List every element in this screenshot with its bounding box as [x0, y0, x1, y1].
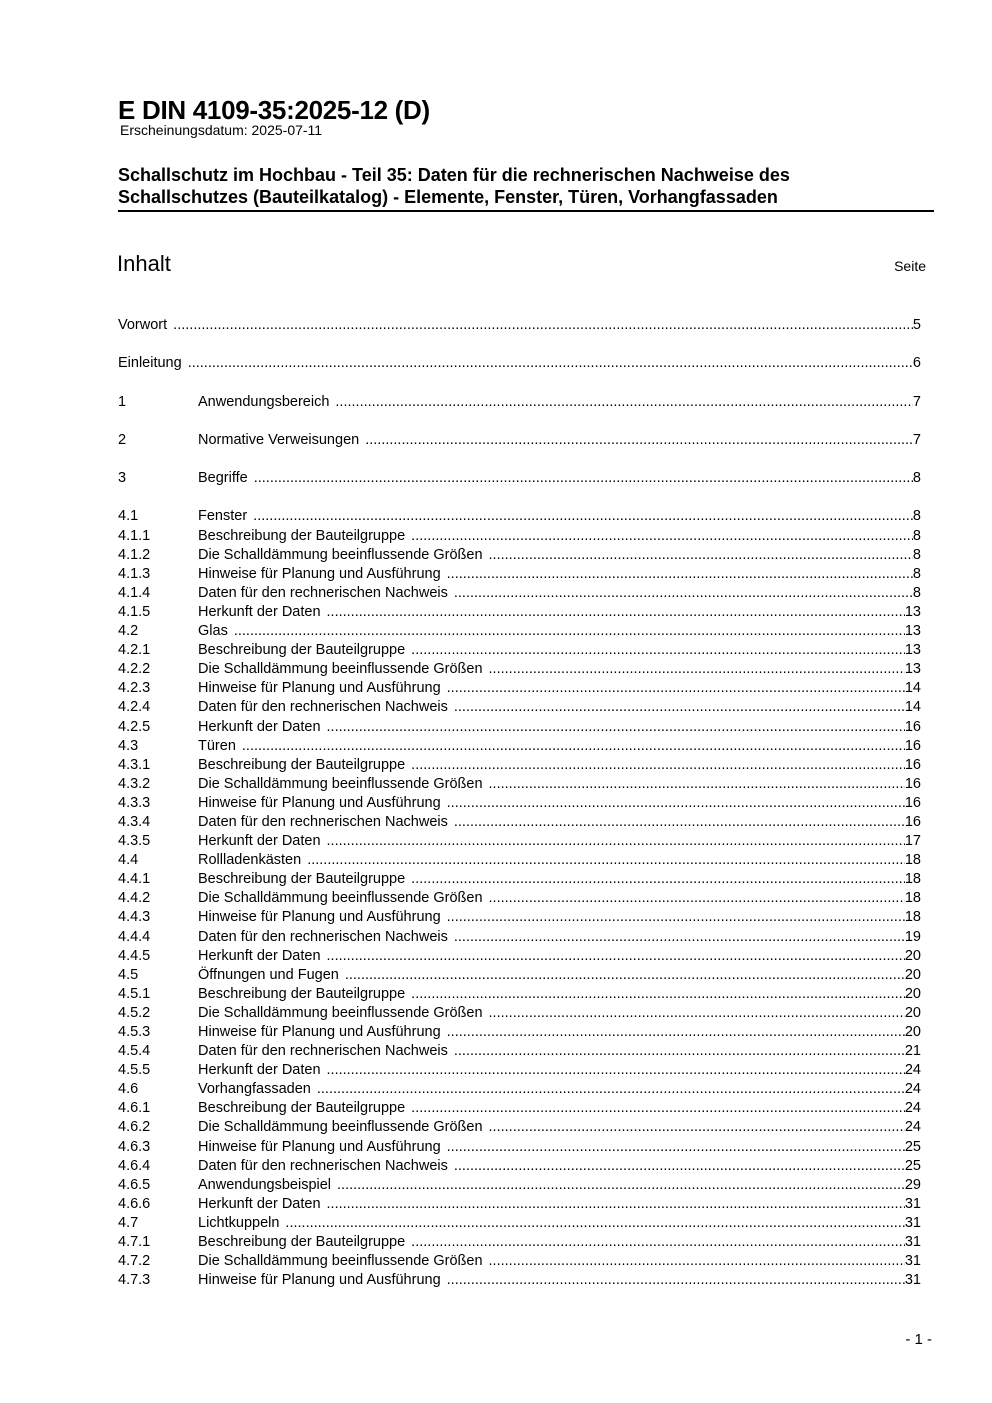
toc-entry[interactable] — [118, 775, 921, 794]
toc-dot-leader — [447, 1271, 905, 1290]
toc-entry-title: Öffnungen und Fugen — [198, 966, 339, 983]
toc-entry-body — [198, 794, 921, 813]
toc-entry[interactable] — [118, 565, 921, 584]
toc-dot-leader — [411, 641, 905, 660]
toc-dot-leader — [365, 431, 913, 450]
toc-entry-number: 4.4.4 — [118, 928, 151, 945]
toc-entry-title: Einleitung — [118, 355, 182, 372]
toc-entry-number: 4.6.6 — [118, 1195, 151, 1212]
toc-dot-leader — [454, 1042, 905, 1061]
toc-entry-title: Beschreibung der Bauteilgruppe — [198, 985, 406, 1002]
toc-entry-body — [198, 1252, 921, 1271]
toc-entry-page: 31 — [904, 1234, 921, 1251]
toc-entry-page: 18 — [904, 852, 921, 869]
toc-entry[interactable] — [118, 316, 921, 354]
toc-entry-number: 4.2.3 — [118, 680, 151, 697]
document-title-line-1: Schallschutz im Hochbau - Teil 35: Daten für die rechnerischen Nachweise des — [118, 165, 790, 185]
toc-entry-body — [198, 507, 921, 526]
toc-entry-body — [198, 679, 921, 698]
toc-entry-title: Die Schalldämmung beeinflussende Größen — [198, 1119, 483, 1136]
toc-entry-number: 4.4.1 — [118, 871, 151, 888]
toc-entry-page: 25 — [904, 1157, 921, 1174]
toc-dot-leader — [173, 316, 913, 335]
toc-entry-body — [198, 966, 921, 985]
toc-dot-leader — [327, 603, 905, 622]
toc-entry[interactable] — [118, 870, 921, 889]
toc-entry-page: 13 — [904, 642, 921, 659]
toc-dot-leader — [411, 527, 913, 546]
toc-entry-title: Normative Verweisungen — [198, 431, 360, 448]
toc-entry-page: 16 — [904, 718, 921, 735]
toc-entry-body — [198, 947, 921, 966]
toc-entry-page: 16 — [904, 813, 921, 830]
toc-entry-page: 31 — [904, 1272, 921, 1289]
toc-entry-title: Daten für den rechnerischen Nachweis — [198, 928, 448, 945]
toc-entry[interactable] — [118, 794, 921, 813]
toc-entry-number: 4.5 — [118, 966, 139, 983]
toc-entry-body — [198, 1023, 921, 1042]
toc-entry-title: Beschreibung der Bauteilgruppe — [198, 871, 406, 888]
toc-entry-title: Die Schalldämmung beeinflussende Größen — [198, 546, 483, 563]
toc-entry-body — [198, 660, 921, 679]
toc-entry-title: Die Schalldämmung beeinflussende Größen — [198, 775, 483, 792]
toc-entry-page: 31 — [904, 1195, 921, 1212]
toc-entry-body — [198, 469, 921, 488]
toc-entry-number: 4.6 — [118, 1081, 139, 1098]
toc-entry-body — [198, 1004, 921, 1023]
title-divider — [118, 210, 934, 212]
toc-entry[interactable] — [118, 889, 921, 908]
toc-entry[interactable] — [118, 1271, 921, 1290]
toc-entry-title: Beschreibung der Bauteilgruppe — [198, 642, 406, 659]
publication-date: Erscheinungsdatum: 2025-07-11 — [120, 122, 323, 138]
toc-entry-page: 19 — [904, 928, 921, 945]
toc-entry-number: 4.4.3 — [118, 909, 151, 926]
toc-entry-body — [198, 1214, 921, 1233]
toc-entry-body — [198, 775, 921, 794]
toc-dot-leader — [454, 813, 905, 832]
toc-entry-title: Beschreibung der Bauteilgruppe — [198, 756, 406, 773]
toc-entry-page: 24 — [904, 1119, 921, 1136]
toc-entry[interactable] — [118, 1157, 921, 1176]
toc-entry-body — [198, 584, 921, 603]
document-number: E DIN 4109-35:2025-12 (D) — [118, 95, 430, 125]
toc-entry-number: 4.3.5 — [118, 833, 151, 850]
toc-entry[interactable] — [118, 1118, 921, 1137]
toc-entry-body — [198, 431, 921, 450]
toc-dot-leader — [489, 546, 913, 565]
toc-dot-leader — [335, 393, 913, 412]
toc-entry-number: 4.1.2 — [118, 546, 151, 563]
toc-entry-title: Begriffe — [198, 470, 248, 487]
toc-entry[interactable] — [118, 603, 921, 622]
toc-dot-leader — [447, 908, 905, 927]
toc-entry[interactable] — [118, 469, 921, 507]
toc-entry-title: Daten für den rechnerischen Nachweis — [198, 584, 448, 601]
toc-entry-number: 4.6.3 — [118, 1138, 151, 1155]
toc-entry-title: Beschreibung der Bauteilgruppe — [198, 527, 406, 544]
toc-entry-page: 24 — [904, 1100, 921, 1117]
toc-entry-page: 6 — [912, 355, 921, 372]
toc-entry-body — [198, 1157, 921, 1176]
toc-entry[interactable] — [118, 698, 921, 717]
toc-entry-body — [198, 527, 921, 546]
toc-dot-leader — [489, 889, 905, 908]
toc-entry-title: Herkunft der Daten — [198, 1195, 321, 1212]
toc-dot-leader — [489, 1118, 905, 1137]
toc-entry-body — [198, 1271, 921, 1290]
toc-entry-number: 4.3.2 — [118, 775, 151, 792]
toc-entry-number: 4.4 — [118, 852, 139, 869]
toc-dot-leader — [345, 966, 905, 985]
toc-entry[interactable] — [118, 584, 921, 603]
toc-entry-body — [198, 1099, 921, 1118]
toc-entry-number: 4.6.4 — [118, 1157, 151, 1174]
toc-entry-number: 4.1 — [118, 508, 139, 525]
toc-entry-number: 4.4.5 — [118, 947, 151, 964]
toc-entry-number: 4.5.3 — [118, 1024, 151, 1041]
toc-entry-body — [198, 546, 921, 565]
toc-entry-page: 16 — [904, 794, 921, 811]
toc-entry-number: 1 — [118, 393, 127, 410]
toc-entry-page: 18 — [904, 890, 921, 907]
toc-entry-number: 4.3 — [118, 737, 139, 754]
toc-entry[interactable] — [118, 1138, 921, 1157]
toc-entry-page: 5 — [912, 317, 921, 333]
toc-dot-leader — [317, 1080, 905, 1099]
toc-entry[interactable] — [118, 660, 921, 679]
toc-entry-body — [198, 718, 921, 737]
toc-entry-title: Daten für den rechnerischen Nachweis — [198, 1157, 448, 1174]
toc-entry[interactable] — [118, 947, 921, 966]
toc-entry-number: 4.7.2 — [118, 1253, 151, 1270]
toc-entry-title: Vorhangfassaden — [198, 1081, 311, 1098]
toc-dot-leader — [489, 775, 905, 794]
toc-dot-leader — [447, 794, 905, 813]
toc-dot-leader — [454, 584, 913, 603]
toc-entry-page: 16 — [904, 756, 921, 773]
toc-dot-leader — [242, 737, 905, 756]
document-title — [118, 164, 934, 208]
toc-entry-body — [198, 908, 921, 927]
toc-entry-page: 21 — [904, 1043, 921, 1060]
toc-entry-body — [198, 1138, 921, 1157]
toc-entry-number: 2 — [118, 431, 127, 448]
toc-entry[interactable] — [118, 718, 921, 737]
toc-entry-title: Hinweise für Planung und Ausführung — [198, 680, 441, 697]
toc-entry-page: 29 — [904, 1176, 921, 1193]
toc-entry[interactable] — [118, 1252, 921, 1271]
toc-entry[interactable] — [118, 966, 921, 985]
toc-entry-number: 4.7.3 — [118, 1272, 151, 1289]
toc-entry-page: 20 — [904, 1004, 921, 1021]
toc-entry[interactable] — [118, 507, 921, 526]
toc-entry-body — [198, 1233, 921, 1252]
toc-entry-page: 13 — [904, 661, 921, 678]
toc-entry-number: 4.1.1 — [118, 527, 151, 544]
toc-entry-page: 16 — [904, 737, 921, 754]
toc-entry-page: 8 — [912, 470, 921, 487]
toc-entry[interactable] — [118, 832, 921, 851]
toc-entry-number: 4.6.2 — [118, 1119, 151, 1136]
toc-dot-leader — [411, 756, 905, 775]
toc-dot-leader — [447, 679, 905, 698]
toc-entry-page: 8 — [912, 546, 921, 563]
toc-entry-number: 4.2 — [118, 623, 139, 640]
toc-entry-number: 4.7 — [118, 1214, 139, 1231]
toc-dot-leader — [489, 1004, 905, 1023]
toc-entry-number: 3 — [118, 470, 127, 487]
toc-dot-leader — [253, 507, 913, 526]
toc-dot-leader — [327, 718, 905, 737]
toc-entry-number: 4.2.5 — [118, 718, 151, 735]
toc-entry-page: 17 — [904, 833, 921, 850]
toc-entry-page: 24 — [904, 1062, 921, 1079]
toc-dot-leader — [454, 928, 905, 947]
toc-dot-leader — [447, 565, 913, 584]
toc-entry-body — [198, 889, 921, 908]
toc-dot-leader — [307, 851, 905, 870]
toc-entry[interactable] — [118, 1195, 921, 1214]
toc-entry[interactable] — [118, 1023, 921, 1042]
toc-entry-body — [198, 985, 921, 1004]
toc-entry-title: Die Schalldämmung beeinflussende Größen — [198, 890, 483, 907]
toc-entry-page: 18 — [904, 871, 921, 888]
toc-entry-page: 20 — [904, 947, 921, 964]
toc-entry-number: 4.2.1 — [118, 642, 151, 659]
toc-entry-title: Anwendungsbereich — [198, 393, 330, 410]
toc-entry[interactable] — [118, 393, 921, 431]
toc-entry-body — [198, 641, 921, 660]
toc-entry[interactable] — [118, 431, 921, 469]
toc-entry[interactable] — [118, 527, 921, 546]
toc-entry-page: 20 — [904, 985, 921, 1002]
toc-entry-title: Herkunft der Daten — [198, 603, 321, 620]
toc-entry-title: Hinweise für Planung und Ausführung — [198, 909, 441, 926]
toc-entry-body — [198, 698, 921, 717]
toc-entry-body — [118, 354, 921, 373]
toc-dot-leader — [489, 660, 905, 679]
toc-entry-page: 8 — [912, 508, 921, 525]
toc-entry[interactable] — [118, 1176, 921, 1195]
toc-entry-body — [198, 565, 921, 584]
toc-entry-page: 18 — [904, 909, 921, 926]
toc-entry[interactable] — [118, 1061, 921, 1080]
toc-entry-page: 31 — [904, 1214, 921, 1231]
toc-entry-page: 25 — [904, 1138, 921, 1155]
toc-entry[interactable] — [118, 622, 921, 641]
toc-entry-page: 20 — [904, 1024, 921, 1041]
toc-entry-body — [198, 622, 921, 641]
toc-entry[interactable] — [118, 908, 921, 927]
toc-entry-page: 7 — [912, 393, 921, 410]
toc-dot-leader — [327, 1195, 905, 1214]
toc-entry-title: Hinweise für Planung und Ausführung — [198, 1138, 441, 1155]
toc-entry-number: 4.5.2 — [118, 1004, 151, 1021]
toc-entry-page: 8 — [912, 584, 921, 601]
toc-dot-leader — [447, 1138, 905, 1157]
toc-entry-title: Beschreibung der Bauteilgruppe — [198, 1100, 406, 1117]
toc-entry[interactable] — [118, 813, 921, 832]
toc-dot-leader — [454, 1157, 905, 1176]
toc-entry-page: 13 — [904, 603, 921, 620]
toc-entry-number: 4.5.1 — [118, 985, 151, 1002]
toc-entry-body — [198, 1176, 921, 1195]
toc-entry[interactable] — [118, 546, 921, 565]
toc-entry-title: Rollladenkästen — [198, 852, 302, 869]
toc-entry-number: 4.1.5 — [118, 603, 151, 620]
toc-entry-number: 4.2.2 — [118, 661, 151, 678]
toc-entry-title: Die Schalldämmung beeinflussende Größen — [198, 1004, 483, 1021]
document-title-line-2: Schallschutzes (Bauteilkatalog) - Elemente, Fenster, Türen, Vorhangfassaden — [118, 187, 778, 207]
toc-entry-title: Herkunft der Daten — [198, 1062, 321, 1079]
toc-entry[interactable] — [118, 851, 921, 870]
toc-entry-page: 8 — [912, 565, 921, 582]
toc-dot-leader — [188, 354, 913, 373]
toc-entry-number: 4.5.4 — [118, 1043, 151, 1060]
toc-dot-leader — [411, 1099, 905, 1118]
toc-dot-leader — [337, 1176, 905, 1195]
toc-dot-leader — [454, 698, 905, 717]
toc-entry-page: 8 — [912, 527, 921, 544]
toc-entry-title: Die Schalldämmung beeinflussende Größen — [198, 661, 483, 678]
toc-entry-number: 4.1.3 — [118, 565, 151, 582]
toc-entry-title: Glas — [198, 623, 228, 640]
toc-dot-leader — [411, 1233, 905, 1252]
toc-entry-page: 14 — [904, 699, 921, 716]
toc-entry-title: Hinweise für Planung und Ausführung — [198, 565, 441, 582]
toc-entry-page: 14 — [904, 680, 921, 697]
toc-entry-title: Herkunft der Daten — [198, 718, 321, 735]
toc-entry-number: 4.7.1 — [118, 1234, 151, 1251]
toc-entry-title: Türen — [198, 737, 236, 754]
toc-entry[interactable] — [118, 641, 921, 660]
toc-entry[interactable] — [118, 1080, 921, 1099]
toc-entry[interactable] — [118, 1214, 921, 1233]
toc-entry-page: 31 — [904, 1253, 921, 1270]
toc-entry-body — [118, 316, 921, 335]
toc-dot-leader — [411, 985, 905, 1004]
toc-dot-leader — [327, 1061, 905, 1080]
toc-entry-body — [198, 1118, 921, 1137]
toc-entry-number: 4.3.3 — [118, 794, 151, 811]
table-of-contents — [118, 316, 921, 1290]
toc-entry-number: 4.4.2 — [118, 890, 151, 907]
toc-entry-number: 4.3.4 — [118, 813, 151, 830]
toc-entry-body — [198, 813, 921, 832]
toc-dot-leader — [489, 1252, 905, 1271]
toc-entry-page: 16 — [904, 775, 921, 792]
toc-entry-number: 4.6.1 — [118, 1100, 151, 1117]
toc-entry-title: Beschreibung der Bauteilgruppe — [198, 1234, 406, 1251]
toc-entry-number: 4.6.5 — [118, 1176, 151, 1193]
toc-entry-number: 4.2.4 — [118, 699, 151, 716]
toc-entry[interactable] — [118, 679, 921, 698]
toc-entry-title: Anwendungsbeispiel — [198, 1176, 332, 1193]
toc-dot-leader — [327, 832, 905, 851]
toc-entry-body — [198, 756, 921, 775]
toc-entry-title: Daten für den rechnerischen Nachweis — [198, 1043, 448, 1060]
toc-heading: Inhalt — [117, 251, 171, 276]
toc-entry-title: Herkunft der Daten — [198, 947, 321, 964]
toc-dot-leader — [254, 469, 913, 488]
toc-dot-leader — [411, 870, 905, 889]
toc-entry-page: 13 — [904, 623, 921, 640]
toc-entry-page: 24 — [904, 1081, 921, 1098]
toc-entry-body — [198, 928, 921, 947]
toc-entry-title: Lichtkuppeln — [198, 1214, 280, 1231]
toc-entry[interactable] — [118, 1004, 921, 1023]
page-number: - 1 - — [905, 1331, 932, 1348]
toc-entry-title: Vorwort — [118, 317, 168, 333]
toc-dot-leader — [234, 622, 905, 641]
toc-entry-page: 7 — [912, 431, 921, 448]
toc-dot-leader — [447, 1023, 905, 1042]
toc-entry-body — [198, 1195, 921, 1214]
toc-entry[interactable] — [118, 354, 921, 392]
toc-entry-title: Hinweise für Planung und Ausführung — [198, 794, 441, 811]
toc-entry[interactable] — [118, 1233, 921, 1252]
toc-entry-body — [198, 1080, 921, 1099]
toc-entry-title: Fenster — [198, 508, 248, 525]
toc-entry[interactable] — [118, 985, 921, 1004]
toc-entry[interactable] — [118, 1099, 921, 1118]
toc-entry-body — [198, 851, 921, 870]
toc-entry-number: 4.3.1 — [118, 756, 151, 773]
toc-entry-body — [198, 832, 921, 851]
toc-entry-body — [198, 870, 921, 889]
toc-entry-title: Hinweise für Planung und Ausführung — [198, 1024, 441, 1041]
toc-entry-body — [198, 1061, 921, 1080]
toc-entry[interactable] — [118, 756, 921, 775]
toc-entry-title: Daten für den rechnerischen Nachweis — [198, 813, 448, 830]
toc-entry-title: Hinweise für Planung und Ausführung — [198, 1272, 441, 1289]
toc-entry-number: 4.1.4 — [118, 584, 151, 601]
toc-entry-title: Daten für den rechnerischen Nachweis — [198, 699, 448, 716]
toc-entry-page: 20 — [904, 966, 921, 983]
toc-entry-body — [198, 737, 921, 756]
toc-entry-number: 4.5.5 — [118, 1062, 151, 1079]
toc-dot-leader — [285, 1214, 904, 1233]
toc-entry[interactable] — [118, 1042, 921, 1061]
toc-entry-body — [198, 603, 921, 622]
toc-entry-body — [198, 1042, 921, 1061]
toc-page-column-heading: Seite — [894, 258, 926, 274]
toc-entry-body — [198, 393, 921, 412]
toc-entry[interactable] — [118, 928, 921, 947]
toc-entry-title: Herkunft der Daten — [198, 833, 321, 850]
toc-entry[interactable] — [118, 737, 921, 756]
toc-entry-title: Die Schalldämmung beeinflussende Größen — [198, 1253, 483, 1270]
toc-dot-leader — [327, 947, 905, 966]
